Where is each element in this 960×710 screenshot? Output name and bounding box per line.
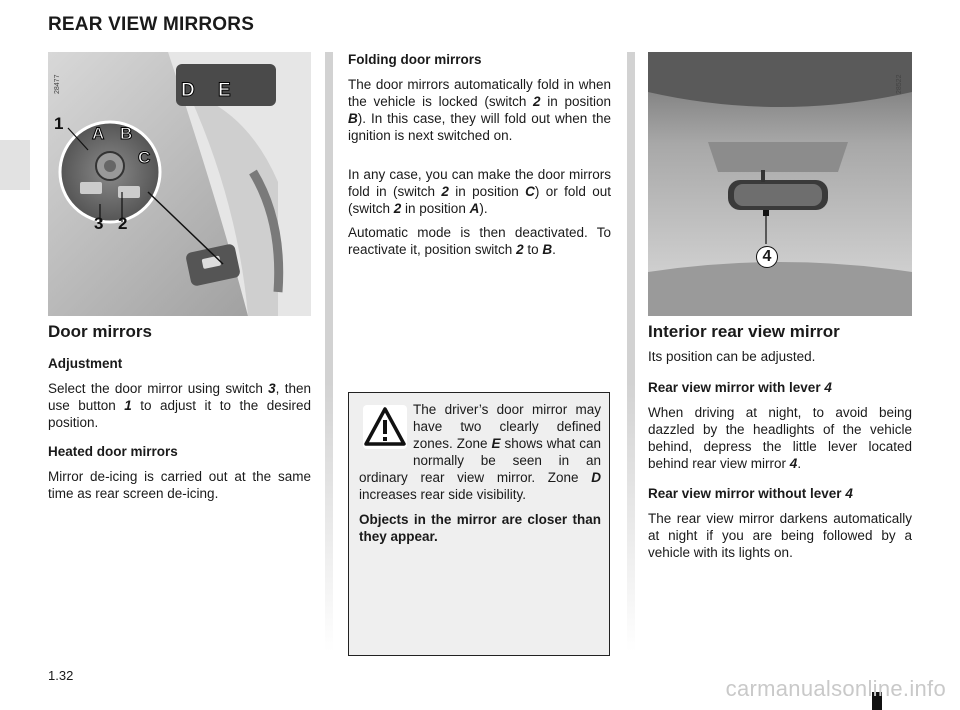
site-watermark: carmanualsonline.info <box>725 676 946 701</box>
callout-2: 2 <box>118 214 128 233</box>
folding-text-3: Automatic mode is then deactivated. To reactivate it, position switch 2 to B. <box>348 225 611 257</box>
folding-text-1: The door mirrors automatically fold in when the vehicle is locked (switch 2 in position B). In this case, they will fold out when the ignition is next switched on. <box>348 77 611 143</box>
adjustment-heading: Adjustment <box>48 356 123 371</box>
page-title: REAR VIEW MIRRORS <box>48 14 255 35</box>
no-lever-heading: Rear view mirror without lever 4 <box>648 486 853 501</box>
callout-D: D <box>181 80 195 101</box>
no-lever-text: The rear view mirror darkens automatically at night if you are being followed by a vehicle with its lights on. <box>648 511 912 560</box>
callout-B: B <box>120 124 133 143</box>
figure-code: 28522 <box>896 74 903 94</box>
figure-code: 28477 <box>54 74 61 94</box>
page-number: 1.32 <box>48 668 74 683</box>
door-panel-illustration <box>48 52 311 316</box>
column-separator-2 <box>627 52 635 652</box>
warning-box <box>348 392 610 656</box>
door-mirrors-heading: Door mirrors <box>48 322 152 341</box>
warning-text: The driver’s door mirror may have two clearly defined zones. Zone E shows what can normally be seen in an ordinary rear view mirror. Zone D increases rear side visibility. <box>359 402 601 502</box>
lever-heading: Rear view mirror with lever 4 <box>648 380 832 395</box>
heated-mirrors-text: Mirror de-icing is carried out at the same time as rear screen de-icing. <box>48 469 311 501</box>
interior-mirror-intro: Its position can be adjusted. <box>648 349 816 364</box>
callout-3: 3 <box>94 214 104 233</box>
folding-mirrors-heading: Folding door mirrors <box>348 52 482 67</box>
callout-C: C <box>138 148 151 167</box>
interior-mirror-heading: Interior rear view mirror <box>648 322 840 341</box>
adjustment-text: Select the door mirror using switch 3, then use button 1 to adjust it to the desired position. <box>48 381 311 430</box>
callout-A: A <box>92 124 105 143</box>
callout-4: 4 <box>756 246 778 268</box>
column-separator-1 <box>325 52 333 652</box>
door-mirror-control-photo <box>48 52 311 316</box>
warning-bold-text: Objects in the mirror are closer than they appear. <box>359 512 601 544</box>
callout-1: 1 <box>54 114 64 133</box>
interior-mirror-photo <box>648 52 912 316</box>
windscreen-illustration <box>648 52 912 316</box>
folding-text-2: In any case, you can make the door mirrors fold in (switch 2 in position C) or fold out (switch 2 in position A). <box>348 167 611 216</box>
chapter-tab <box>0 140 30 190</box>
heated-mirrors-heading: Heated door mirrors <box>48 444 178 459</box>
lever-text: When driving at night, to avoid being dazzled by the headlights of the vehicle behind, depress the little lever located behind rear view mirror 4. <box>648 405 912 471</box>
callout-E: E <box>218 80 231 101</box>
